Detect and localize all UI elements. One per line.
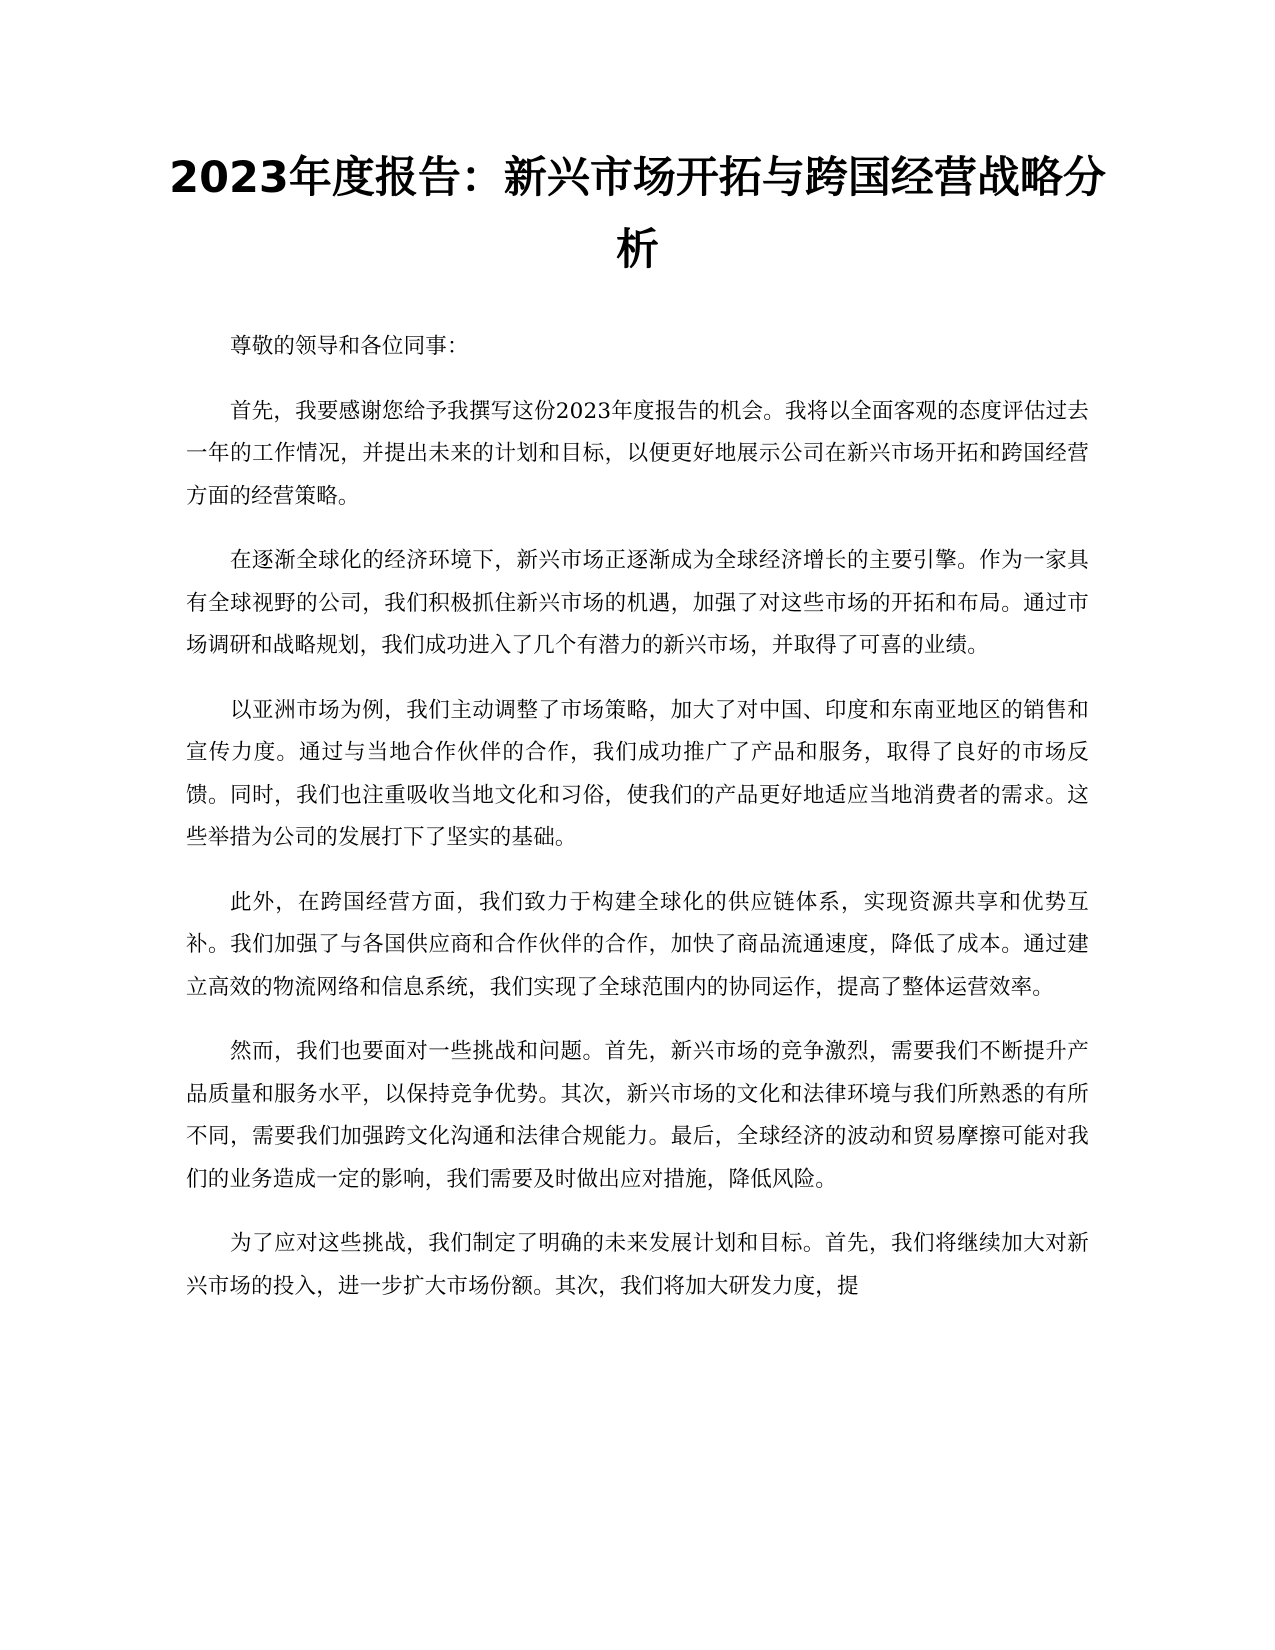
body-paragraph: 然而，我们也要面对一些挑战和问题。首先，新兴市场的竞争激烈，需要我们不断提升产品质量和服务水平，以保持竞争优势。其次，新兴市场的文化和法律环境与我们所熟悉的有所不同，需要我们加强跨文化沟通和法律合规能力。最后，全球经济的波动和贸易摩擦可能对我们的业务造成一定的影响，我们需要及时做出应对措施，降低风险。 — [186, 1039, 1089, 1192]
salutation-paragraph: 尊敬的领导和各位同事： — [230, 334, 469, 359]
body-paragraph: 在逐渐全球化的经济环境下，新兴市场正逐渐成为全球经济增长的主要引擎。作为一家具有全球视野的公司，我们积极抓住新兴市场的机遇，加强了对这些市场的开拓和布局。通过市场调研和战略规划，我们成功进入了几个有潜力的新兴市场，并取得了可喜的业绩。 — [186, 548, 1089, 658]
body-paragraph: 首先，我要感谢您给予我撰写这份2023年度报告的机会。我将以全面客观的态度评估过去一年的工作情况，并提出未来的计划和目标，以便更好地展示公司在新兴市场开拓和跨国经营方面的经营策略。 — [186, 398, 1089, 509]
body-paragraph: 以亚洲市场为例，我们主动调整了市场策略，加大了对中国、印度和东南亚地区的销售和宣传力度。通过与当地合作伙伴的合作，我们成功推广了产品和服务，取得了良好的市场反馈。同时，我们也注重吸收当地文化和习俗，使我们的产品更好地适应当地消费者的需求。这些举措为公司的发展打下了坚实的基础。 — [186, 697, 1089, 850]
body-paragraph: 为了应对这些挑战，我们制定了明确的未来发展计划和目标。首先，我们将继续加大对新兴市场的投入，进一步扩大市场份额。其次，我们将加大研发力度，提 — [186, 1231, 1089, 1299]
body-paragraph: 此外，在跨国经营方面，我们致力于构建全球化的供应链体系，实现资源共享和优势互补。我们加强了与各国供应商和合作伙伴的合作，加快了商品流通速度，降低了成本。通过建立高效的物流网络和信息系统，我们实现了全球范围内的协同运作，提高了整体运营效率。 — [186, 889, 1089, 1000]
document-title: 2023年度报告：新兴市场开拓与跨国经营战略分析 — [169, 153, 1106, 275]
document-body — [186, 326, 1089, 1330]
